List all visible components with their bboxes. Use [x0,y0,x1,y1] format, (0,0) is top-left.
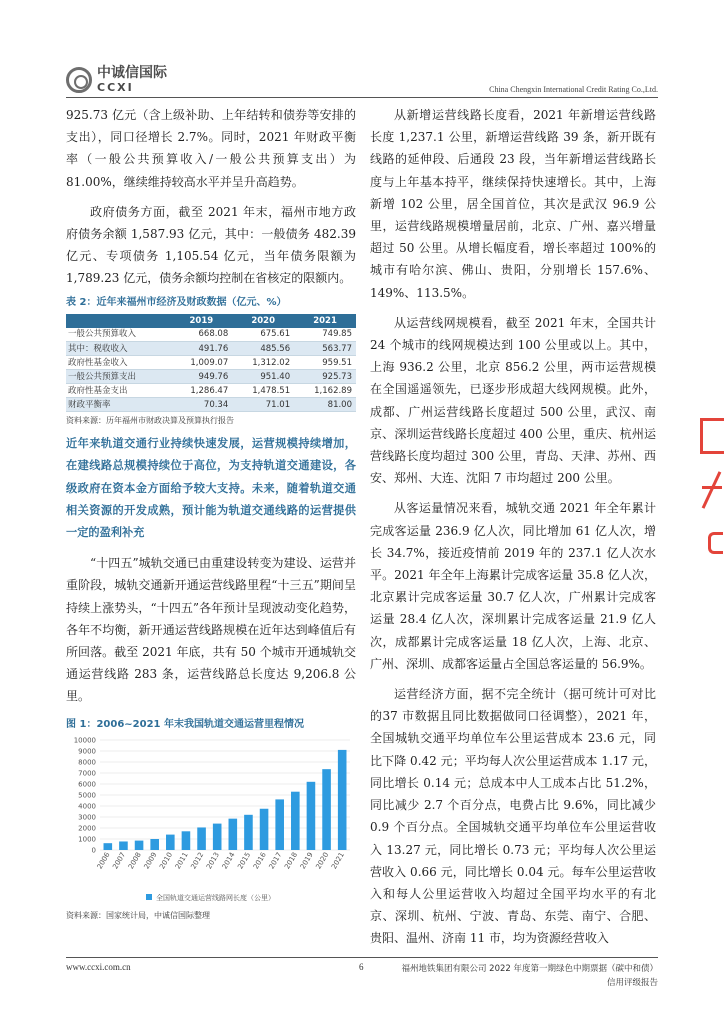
table-cell: 一般公共预算支出 [66,370,170,384]
y-tick-label: 8000 [78,758,96,767]
right-column [370,104,656,950]
legend-swatch [146,894,152,900]
bar-2019 [307,781,316,849]
x-tick-label: 2017 [267,850,284,871]
x-tick-label: 2007 [111,850,128,871]
table-cell: 1,478.51 [232,384,294,398]
table-cell: 485.56 [232,342,294,356]
bar-2009 [150,839,159,850]
table-cell: 70.34 [170,398,232,412]
footer-report-title [401,962,658,990]
bar-2011 [182,831,191,850]
table-cell: 951.40 [232,370,294,384]
bar-2013 [213,823,222,849]
logo-chinese-name: 中诚信国际 [97,65,167,81]
y-tick-label: 5000 [78,791,96,800]
x-tick-label: 2021 [330,850,346,871]
bar-2012 [197,827,206,850]
x-tick-label: 2011 [173,850,190,871]
section-highlight: 近年来轨道交通行业持续快速发展，运营规模持续增加，在建线路总规模持续位于高位，为支持轨道交通建设，各级政府在资本金方面给予较大支持。未来，随着轨道交通相关资源的开发成熟，预计能为轨道交通线路的运营提供一定的盈利补充 [66,437,356,539]
table-cell: 925.73 [294,370,356,384]
table-cell: 一般公共预算收入 [66,328,170,342]
table-cell: 财政平衡率 [66,398,170,412]
table-row [66,328,356,342]
fiscal-data-table [66,314,356,413]
table-title: 表 2：近年来福州市经济及财政数据（亿元、%） [66,296,287,308]
table-cell: 749.85 [294,328,356,342]
footer-title-line1: 福州地铁集团有限公司 2022 年度第一期绿色中期票据（碳中和债） [401,964,658,974]
table-cell: 1,312.02 [232,356,294,370]
table-header-cell: 2021 [294,314,356,328]
table-header-cell: 2019 [170,314,232,328]
x-tick-label: 2016 [251,850,268,871]
table-cell: 1,009.07 [170,356,232,370]
table-cell: 949.76 [170,370,232,384]
header-divider [66,97,658,98]
bar-2006 [104,843,113,850]
table-header-cell: 2020 [232,314,294,328]
y-tick-label: 4000 [78,802,96,811]
table-header-cell [66,314,170,328]
figure-title: 图 1：2006~2021 年末我国轨道交通运营里程情况 [66,718,304,730]
table-cell: 其中：税收收入 [66,342,170,356]
table-row [66,356,356,370]
table-cell: 政府性基金支出 [66,384,170,398]
x-tick-label: 2008 [126,850,143,871]
table-source-note: 资料来源：历年福州市财政决算及预算执行报告 [66,416,234,426]
company-logo [66,66,167,93]
y-tick-label: 6000 [78,780,96,789]
table-cell: 491.76 [170,342,232,356]
seal-stamp-fragment [700,530,724,552]
table-cell: 668.08 [170,328,232,342]
footer-title-line2: 信用评级报告 [606,978,658,988]
x-tick-label: 2019 [298,850,315,871]
bar-2014 [229,818,238,849]
bar-2007 [119,841,128,850]
x-tick-label: 2006 [95,850,112,871]
y-tick-label: 10000 [73,736,96,745]
paragraph-budget: 925.73 亿元（含上级补助、上年结转和债券等安排的支出），同口径增长 2.7%。同时，2021 年财政平衡率（一般公共预算收入/一般公共预算支出）为81.00%，继续维持较高水平并呈升高趋势。 [66,108,356,189]
header-company-name: China Chengxin International Credit Rating Co.,Ltd. [489,85,658,94]
y-tick-label: 3000 [78,813,96,822]
footer-website: www.ccxi.com.cn [66,962,131,972]
table-header-row [66,314,356,328]
chart-svg [66,734,356,906]
table-cell: 71.01 [232,398,294,412]
figure-source-note: 资料来源：国家统计局，中诚信国际整理 [66,910,210,920]
x-tick-label: 2010 [158,850,175,871]
x-tick-label: 2012 [189,850,206,871]
paragraph-operating-economics: 运营经济方面，据不完全统计（据可统计可对比的37 市数据且同比数据做同口径调整），2021 年，全国城轨交通平均单位车公里运营成本 23.6 元，同比下降 0.42 元；平均每人次公里运营成本 1.17 元，同比增长 0.14 元；总成本中人工成本占比 51.2%，同比减少 2.7 个百分点，电费占比 9.6%，同比减少0.9 个百分点。全国城轨交通平均单位车公里运营收入 13.27 元，同比增长 0.73 元；平均每人次公里运营收入 0.66 元，同比增长 0.04 元。每车公里运营收入和每人公里运营收入均超过全国平均水平的有北京、深圳、杭州、宁波、青岛、东莞、南宁、合肥、贵阳、温州、济南 11 市，均为资源经营收入 [370,687,656,946]
table-row [66,342,356,356]
bar-2008 [135,840,144,849]
y-tick-label: 1000 [78,835,96,844]
x-tick-label: 2013 [205,850,221,871]
table-row [66,398,356,412]
table-cell: 959.51 [294,356,356,370]
bar-2020 [322,769,331,850]
table-cell: 1,162.89 [294,384,356,398]
bar-2018 [291,791,300,849]
bar-2021 [338,749,347,849]
paragraph-14th-five-year: “十四五”城轨交通已由重建设转变为建设、运营并重阶段，城轨交通新开通运营线路里程“十三五”期间呈持续上涨势头，“十四五”各年预计呈现波动变化趋势，各年不均衡，新开通运营线路规模在近年达到峰值后有所回落。截至 2021 年底，共有 50 个城市开通城轨交通运营线路 283 条，运营线路总长度达 9,206.8 公里。 [66,556,356,704]
legend-label: 全国轨道交通运营线路网长度（公里） [156,893,275,902]
paragraph-passenger-volume: 从客运量情况来看，城轨交通 2021 年全年累计完成客运量 236.9 亿人次，同比增加 61 亿人次，增长 34.7%，接近疫情前 2019 年的 237.1 亿人次水平。2021 年全年上海累计完成客运量 35.8 亿人次，北京累计完成客运量 30.7 亿人次，广州累计完成客运量 28.4 亿人次，深圳累计完成客运量 21.9 亿人次，成都累计完成客运量 18 亿人次，上海、北京、广州、深圳、成都客运量占全国总客运量的 56.9%。 [370,501,656,671]
x-tick-label: 2020 [314,850,331,871]
x-tick-label: 2018 [283,850,300,871]
seal-stamp-fragment [700,418,724,454]
bar-2016 [260,808,269,849]
rail-mileage-chart [66,734,356,906]
table-row [66,384,356,398]
x-tick-label: 2014 [220,850,237,871]
y-tick-label: 7000 [78,769,96,778]
y-tick-label: 2000 [78,824,96,833]
left-column [66,104,356,922]
y-tick-label: 9000 [78,747,96,756]
logo-english-name: CCXI [97,81,134,94]
table-cell: 政府性基金收入 [66,356,170,370]
table-cell: 563.77 [294,342,356,356]
bar-2017 [275,799,284,850]
footer-divider [66,957,658,958]
bar-2010 [166,834,175,849]
paragraph-debt: 政府债务方面，截至 2021 年末，福州市地方政府债务余额 1,587.93 亿元，其中：一般债务 482.39 亿元、专项债务 1,105.54 亿元，当年债务限额为 1,789.23 亿元，债务余额均控制在省核定的限额内。 [66,204,356,286]
paragraph-new-lines: 从新增运营线路长度看，2021 年新增运营线路长度 1,237.1 公里，新增运营线路 39 条，新开既有线路的延伸段、后通段 23 段，当年新增运营线路长度与上年基本持平，继续保持快速增长。其中，上海新增 102 公里，居全国首位，其次是武汉 96.9 公里，运营线路规模增量居前，北京、广州、嘉兴增量超过 50 公里。从增长幅度看，增长率超过 100%的城市有哈尔滨、佛山、贵阳，分别增长 157.6%、149%、113.5%。 [370,108,656,300]
bar-2015 [244,814,253,849]
table-row [66,370,356,384]
logo-emblem-icon [66,67,92,93]
table-cell: 675.61 [232,328,294,342]
x-tick-label: 2015 [236,850,253,871]
paragraph-network-scale: 从运营线网规模看，截至 2021 年末，全国共计 24 个城市的线网规模达到 100 公里或以上。其中，上海 936.2 公里，北京 856.2 公里，两市运营规模在全国遥遥领先，已逐步形成超大线网规模。此外，成都、广州运营线路长度超过 500 公里，武汉、南京、深圳运营线路长度超过 400 公里，重庆、杭州运营线路长度均超过 300 公里，青岛、天津、苏州、西安、郑州、大连、沈阳 7 市均超过 200 公里。 [370,315,656,486]
page-number: 6 [359,962,364,972]
x-tick-label: 2009 [142,850,159,871]
seal-stamp-fragment [700,470,724,510]
y-tick-label: 0 [91,846,96,855]
table-cell: 81.00 [294,398,356,412]
table-cell: 1,286.47 [170,384,232,398]
